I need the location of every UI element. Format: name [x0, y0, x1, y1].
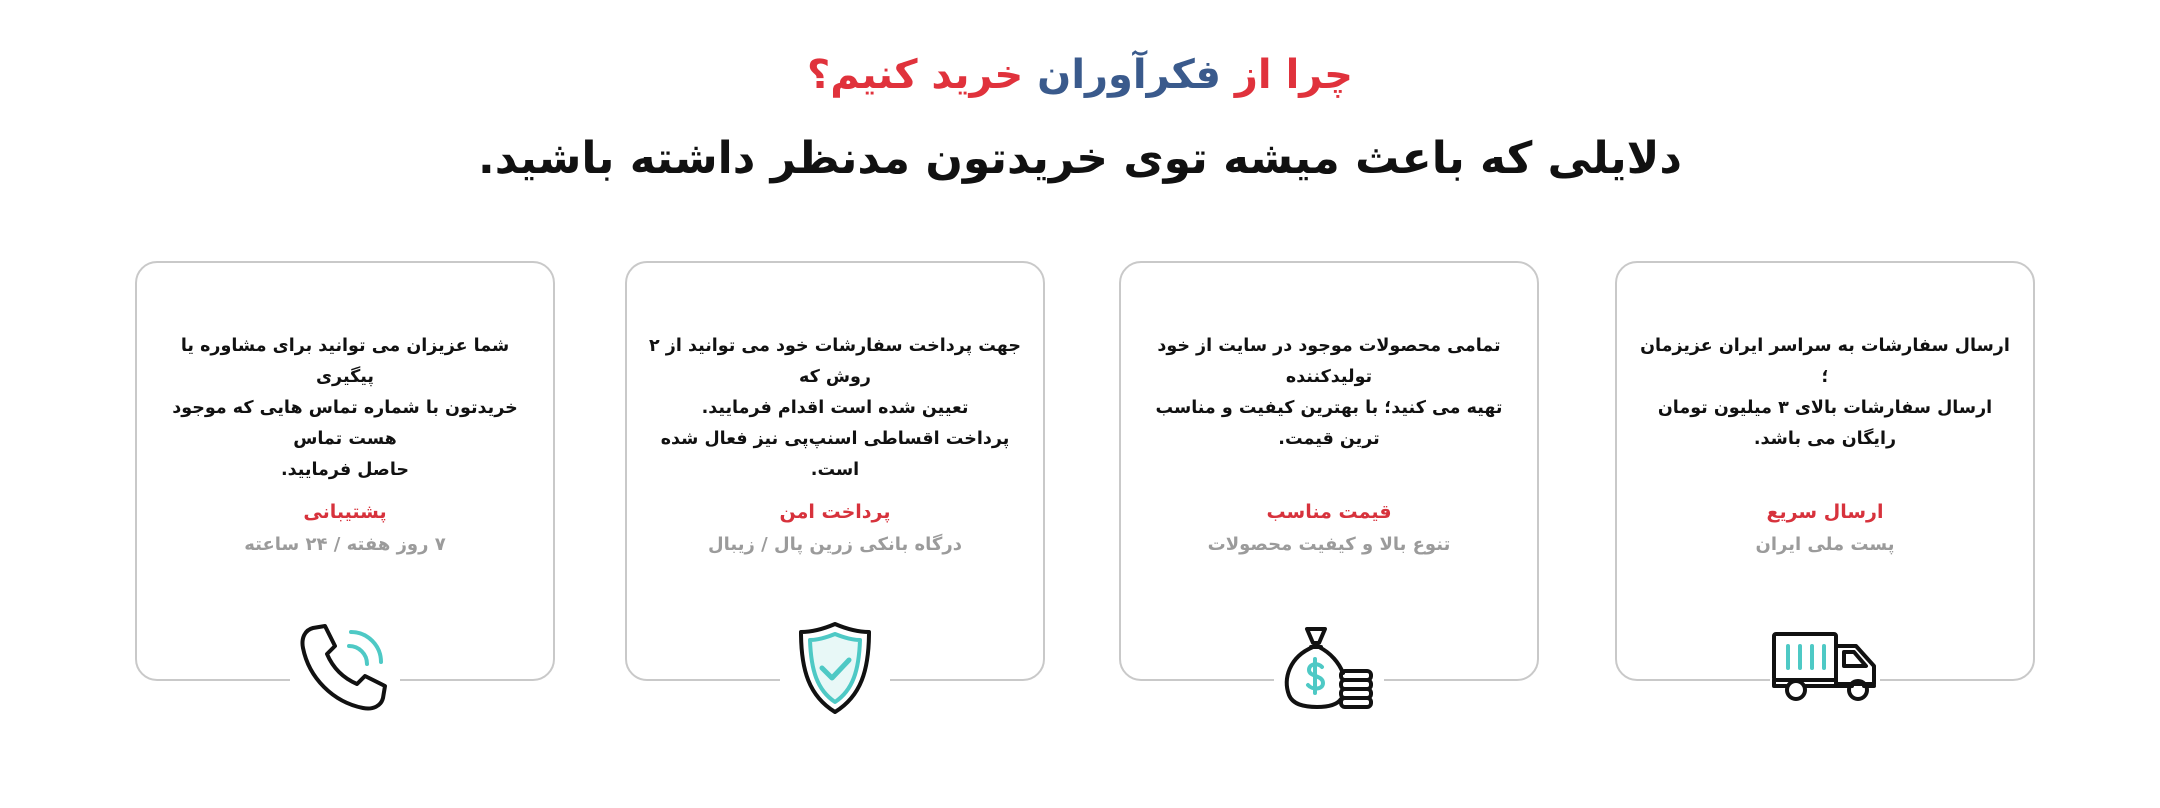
feature-card-price — [1119, 261, 1539, 681]
section-subtitle: دلایلی که باعث میشه توی خریدتون مدنظر داشته باشید. — [477, 133, 1682, 184]
feature-card-shipping — [1615, 261, 2035, 681]
money-bag-icon — [1274, 613, 1384, 723]
card-title: پشتیبانی — [303, 501, 387, 523]
card-subtitle: تنوع بالا و کیفیت محصولات — [1207, 534, 1451, 555]
feature-card-support — [135, 261, 555, 681]
card-subtitle: پست ملی ایران — [1755, 534, 1895, 555]
shield-check-icon — [780, 613, 890, 723]
card-description: شما عزیزان می توانید برای مشاوره یا پیگیری خریدتون با شماره تماس هایی که موجود هست تماس حاصل فرمایید. — [172, 336, 518, 480]
delivery-truck-icon — [1770, 613, 1880, 723]
phone-call-icon — [290, 613, 400, 723]
card-title: پرداخت امن — [779, 501, 891, 523]
card-description: جهت پرداخت سفارشات خود می توانید از ۲ روش که تعیین شده است اقدام فرمایید. پرداخت اقساطی اسنپ‌پی نیز فعال شده است. — [649, 336, 1021, 480]
headline-brand: فکرآوران — [1037, 52, 1221, 98]
card-subtitle: ۷ روز هفته / ۲۴ ساعته — [244, 534, 446, 555]
feature-card-payment — [625, 261, 1045, 681]
headline-part2: خرید کنیم؟ — [806, 52, 1024, 98]
card-description: تمامی محصولات موجود در سایت از خود تولیدکننده تهیه می کنید؛ با بهترین کیفیت و مناسب ترین قیمت. — [1155, 336, 1503, 449]
card-subtitle: درگاه بانکی زرین پال / زیبال — [708, 534, 962, 555]
section-headline — [0, 52, 2160, 98]
card-title: ارسال سریع — [1766, 501, 1884, 523]
card-description: ارسال سفارشات به سراسر ایران عزیزمان ؛ ارسال سفارشات بالای ۳ میلیون تومان رایگان می باشد. — [1640, 336, 2010, 449]
card-title: قیمت مناسب — [1266, 501, 1392, 523]
headline-part1: چرا از — [1234, 52, 1353, 98]
